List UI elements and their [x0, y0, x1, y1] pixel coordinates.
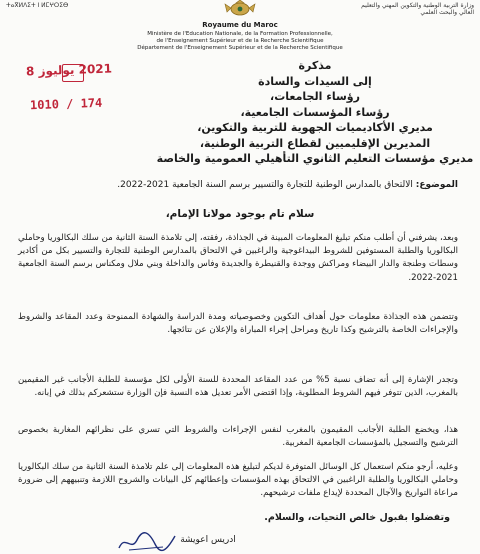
signer-name: ادريس اعويشة — [180, 535, 236, 545]
header-arabic-ministry: وزارة التربية الوطنية والتكوين المهني والتعليم العالي والبحث العلمي — [361, 2, 474, 16]
addressee-line: مديري الأكاديميات الجهوية للتربية والتكوين، — [197, 121, 433, 134]
paragraph-4: هذا، ويخضع الطلبة الأجانب المقيمون بالمغرب لنفس الإجراءات والشروط التي تسري على نظرائهم المغاربة بخصوص الترشيح والتسجيل بالمؤسسات الجامعية المغربية. — [18, 425, 458, 449]
ministry-block — [0, 31, 480, 52]
addressee-block — [150, 58, 480, 167]
paragraph-1: وبعد، يشرفني أن أطلب منكم تبليغ المعلومات المبينة في الجذاذة، رفقته، إلى تلامذة السنة الثانية من سلك البكالوريا وحاملي البكالوريا والطلبة المستوفين للشروط البيداغوجية والراغبين في الالتحاق بالمدارس الوطنية للتجارة والتسيير بكل من أكادير وسطات وطنجة والدار البيضاء ومراكش ووجدة والقنيطرة والجديدة وفاس والداخلة وبني ملال ومكناس برسم السنة الجامعية 2021-2022. — [18, 233, 458, 283]
memo-heading: مذكرة — [298, 59, 332, 72]
signature-icon — [115, 530, 179, 554]
date-stamp: 2021 يوليوز 8 — [25, 61, 113, 79]
reference-stamp: 1010 / 174 — [29, 95, 103, 113]
ministry-line: Département de l'Enseignement Supérieur et de la Recherche Scientifique — [137, 45, 343, 51]
closing-line: وتفضلوا بقبول خالص التحيات، والسلام. — [264, 512, 450, 523]
royal-crest-icon — [222, 0, 258, 16]
addressee-line: رؤساء الجامعات، — [270, 90, 360, 103]
paragraph-2: وتتضمن هذه الجذاذة معلومات حول أهداف التكوين وخصوصياته ومدة الدراسة والشهادة الممنوحة وعدد المقاعد والشروط والإجراءات الخاصة بالترشيح وكذا تاريخ ومراحل إجراء المباراة والإعلان عن نتائجها. — [18, 312, 458, 336]
addressee-line: رؤساء المؤسسات الجامعية، — [240, 105, 390, 119]
paragraph-5: وعليه، أرجو منكم استعمال كل الوسائل المتوفرة لديكم لتبليغ هذه المعلومات إلى علم تلامذة السنة الثانية من سلك البكالوريا وحاملي البكالوريا والطلبة الراغبين في الالتحاق بهذه المؤسسات وإعطائهم كل البيانات والشروح اللازمة وتنبيههم إلى ضرورة مراعاة التواريخ والآجال المحددة لإيداع ملفات ترشيحهم. — [18, 462, 458, 499]
paragraph-3: وتجدر الإشارة إلى أنه تضاف نسبة 5% من عدد المقاعد المحددة للسنة الأولى لكل مؤسسة للطلبة الأجانب غير المقيمين بالمغرب، الذين تتوفر فيهم الشروط المطلوبة، وإذا اقتضى الأمر تعديل هذه النسبة فإن الوزارة ستشعركم بذلك في إبانه. — [18, 375, 458, 399]
ministry-line: Ministère de l'Education Nationale, de la Formation Professionnelle, — [147, 31, 333, 37]
kingdom-title: Royaume du Maroc — [202, 21, 278, 29]
header-tifinagh: ⵜⴰⴳⵍⴷⵉⵜ ⵏ ⵍⵎⵖⵔⵉⴱ — [6, 2, 69, 9]
addressee-line: المديرين الإقليميين لقطاع التربية الوطنية، — [199, 136, 431, 150]
greeting: سلام تام بوجود مولانا الإمام، — [165, 208, 315, 220]
addressee-line: إلى السيدات والسادة — [258, 74, 372, 88]
addressee-line: مديري مؤسسات التعليم الثانوي التأهيلي العمومية والخاصة — [156, 152, 474, 165]
subject-text: الالتحاق بالمدارس الوطنية للتجارة والتسيير برسم السنة الجامعية 2021-2022. — [117, 180, 413, 190]
ministry-line: de l'Enseignement Supérieur et de la Recherche Scientifique — [156, 38, 324, 44]
subject-line — [22, 180, 458, 190]
subject-label: الموضوع: — [415, 180, 458, 190]
